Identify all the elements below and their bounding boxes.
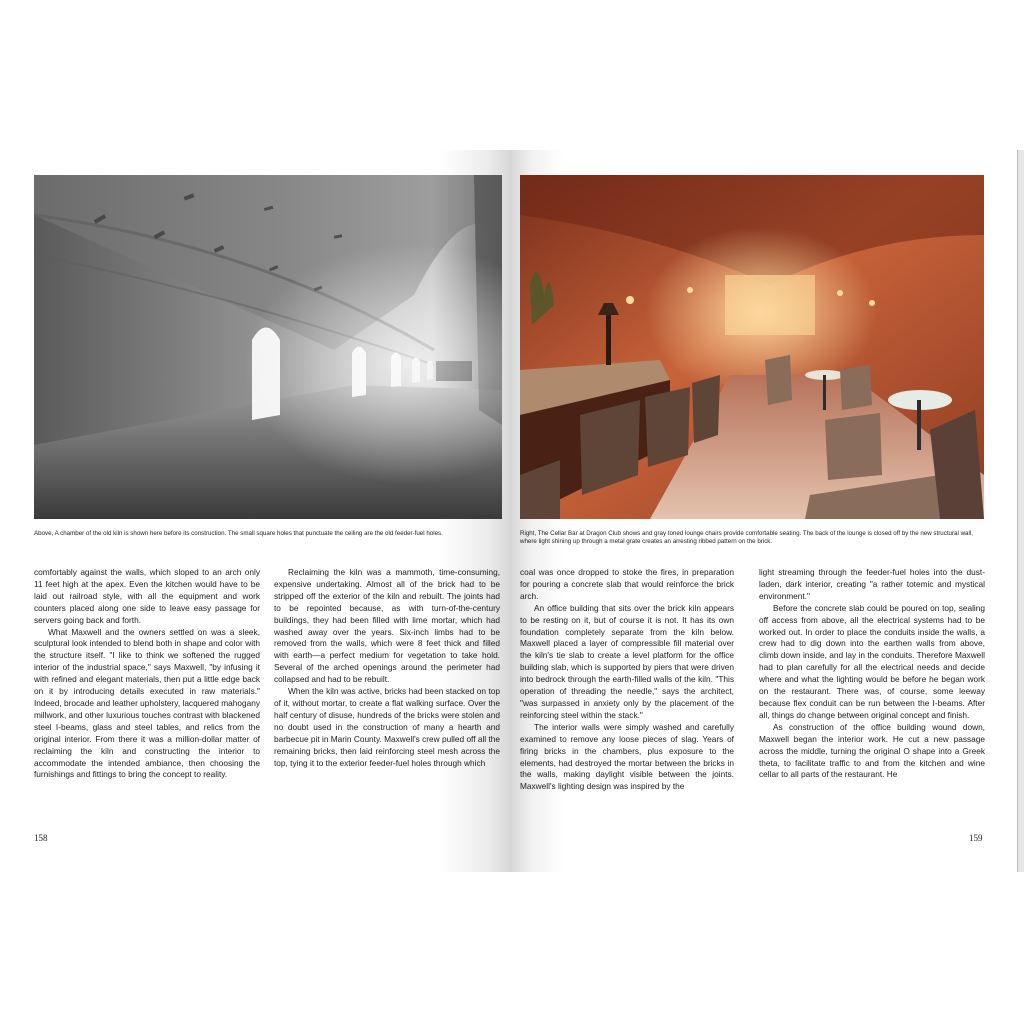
paragraph: Reclaiming the kiln was a mammoth, time-consuming, expensive undertaking. Almost all of the brick had to be stripped off the exterior of the kiln and rebuilt. The joints had to be repointed because, as with turn-of-the-century buildings, they had been filled with lime mortar, which had washed away over the years. Six-inch limbs had to be removed from the walls, which were 8 feet thick and filled with earth—a perfect medium for vegetation to take hold. Several of the arched openings around the perimeter had collapsed and had to be rebuilt. — [274, 567, 500, 685]
paragraph: The interior walls were simply washed and carefully examined to remove any loose pieces of slag. Years of firing bricks in the chambers, plus exposure to the elements, had destroyed the mortar between the bricks in the walls, making daylight visible between the joints. Maxwell's lighting design was inspired by the — [520, 721, 734, 792]
text-column-4 — [759, 567, 985, 781]
photo-caption-right: Right, The Cellar Bar at Dragon Club shows and gray toned lounge chairs provide comfortable seating. The back of the lounge is closed off by the new structural wall, where light shining up through a metal grate creates an arresting ribbed pattern on the brick. — [520, 530, 973, 545]
page-edge — [1017, 150, 1024, 872]
paragraph: As construction of the office building wound down, Maxwell began the interior work. He cut a new passage across the middle, turning the original O shape into a Greek theta, to facilitate traffic to and from the kitchen and wine cellar to all parts of the restaurant. He — [759, 721, 985, 780]
paragraph: When the kiln was active, bricks had been stacked on top of it, without mortar, to create a flat walking surface. Over the half century of disuse, hundreds of the bricks were stolen and no doubt used in the construction of many a hearth and barbecue pit in Marin County. Maxwell's crew pulled off all the remaining bricks, then laid reinforcing steel mesh across the top, tying it to the exterior feeder-fuel holes through which — [274, 686, 500, 768]
left-page — [0, 150, 512, 872]
paragraph: Before the concrete slab could be poured on top, sealing off access from above, all the electrical systems had to be worked out. In order to place the conduits inside the walls, a crew had to dig down into the earthen walls from above, climb down inside, and lay in the conduits. Therefore Maxwell had to plan carefully for all the electrical needs and decide where and what the lighting would be before he began work on the restaurant. There was, of course, some leeway because flex conduit can be run between the I-beams. After all, things do change between original concept and finish. — [759, 602, 985, 720]
paragraph: light streaming through the feeder-fuel holes into the dust-laden, dark interior, creating "a rather totemic and mystical environment." — [759, 567, 985, 601]
text-column-3 — [520, 567, 734, 793]
page-number-right: 159 — [969, 833, 983, 843]
paragraph: An office building that sits over the brick kiln appears to be resting on it, but of course it is not. It has its own foundation completely separate from the kiln below. Maxwell placed a layer of compressible fill material over the kiln's tie slab to create a level platform for the office building slab, which is supported by piers that were driven into bedrock through the earth-filled walls of the kiln. "This operation of threading the needle," says the architect, "was surpassed in anxiety only by the placement of the reinforcing steel within the stack." — [520, 602, 734, 720]
paragraph: coal was once dropped to stoke the fires, in preparation for pouring a concrete slab that would reinforce the brick arch. — [520, 567, 734, 601]
book-spread — [0, 150, 1024, 872]
paragraph: What Maxwell and the owners settled on was a sleek, sculptural look intended to blend both in shape and color with the structure itself. "I like to think we softened the rugged interior of the industrial space," says Maxwell, "by infusing it with refined and elegant materials, then put a little edge back on it by introducing details executed in raw materials." Indeed, brocade and leather upholstery, lacquered mahogany millwork, and other luxurious touches contrast with blackened steel I-beams, glass and steel tables, and relics from the original interior. From there it was a million-dollar matter of reclaiming the kiln and constructing the interior to accommodate the intended ambiance, then choosing the furnishings and fittings to bring the concept to reality. — [34, 626, 260, 780]
paragraph: comfortably against the walls, which sloped to an arch only 11 feet high at the apex. Even the kitchen would have to be laid out railroad style, with all the equipment and work counters placed along one side to leave easy passage for servers going back and forth. — [34, 567, 260, 625]
photo-caption-left: Above, A chamber of the old kiln is shown here before its construction. The small square holes that punctuate the ceiling are the old feeder-fuel holes. — [34, 530, 443, 537]
text-column-2 — [274, 567, 500, 769]
text-column-1 — [34, 567, 260, 781]
kiln-tunnel-photo — [34, 175, 502, 519]
cellar-lounge-photo — [520, 175, 984, 519]
page-number-left: 158 — [34, 833, 48, 843]
